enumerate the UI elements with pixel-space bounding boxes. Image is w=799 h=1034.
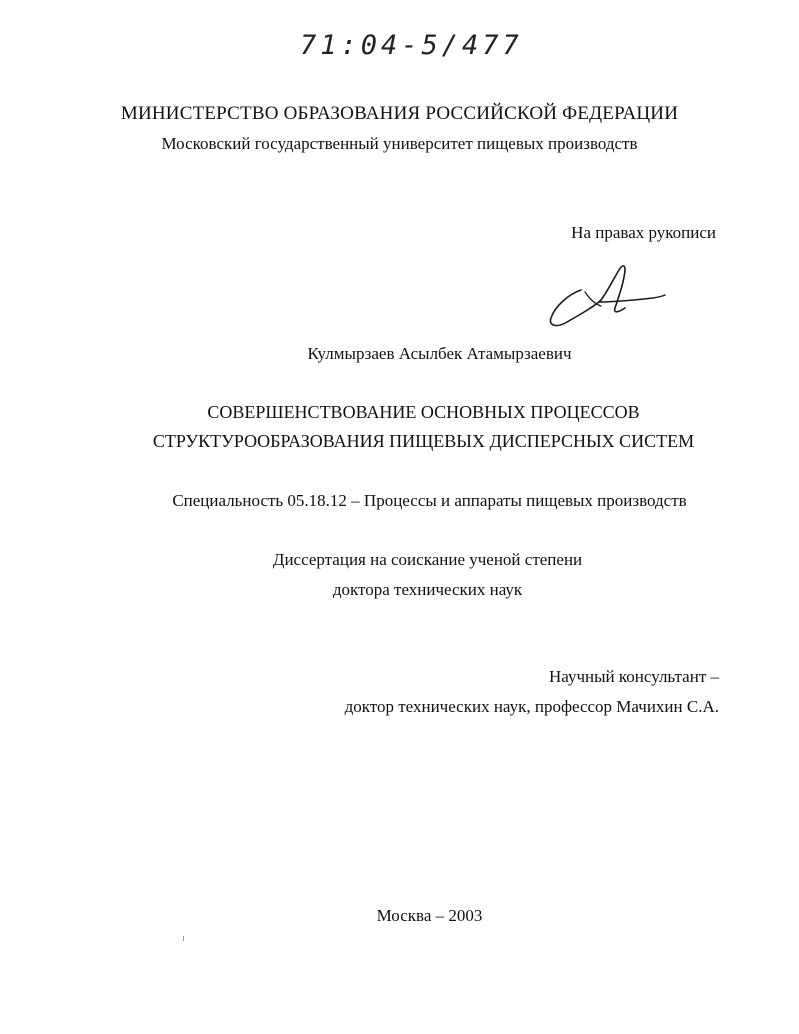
degree-line-2: доктора технических наук (332, 580, 523, 599)
author-name: Кулмырзаев Асылбек Атамырзаевич (307, 344, 572, 363)
ministry-heading: МИНИСТЕРСТВО ОБРАЗОВАНИЯ РОССИЙСКОЙ ФЕДЕРАЦИИ (120, 103, 679, 124)
catalog-number: 71:04-5/477 (300, 30, 523, 61)
city-year: Москва – 2003 (376, 906, 483, 925)
dissertation-title-line-2: СТРУКТУРООБРАЗОВАНИЯ ПИЩЕВЫХ ДИСПЕРСНЫХ СИСТЕМ (152, 431, 695, 451)
signature (545, 262, 667, 334)
consultant-label: Научный консультант – (549, 667, 719, 686)
university-name: Московский государственный университет пищевых производств (161, 134, 638, 153)
specialty-line: Специальность 05.18.12 – Процессы и аппараты пищевых производств (172, 491, 687, 510)
consultant-name: доктор технических наук, профессор Мачихин С.А. (344, 697, 719, 716)
degree-line-1: Диссертация на соискание ученой степени (272, 550, 583, 569)
dissertation-title-line-1: СОВЕРШЕНСТВОВАНИЕ ОСНОВНЫХ ПРОЦЕССОВ (207, 402, 640, 422)
scan-speck (183, 936, 184, 941)
manuscript-note: На правах рукописи (571, 223, 716, 242)
